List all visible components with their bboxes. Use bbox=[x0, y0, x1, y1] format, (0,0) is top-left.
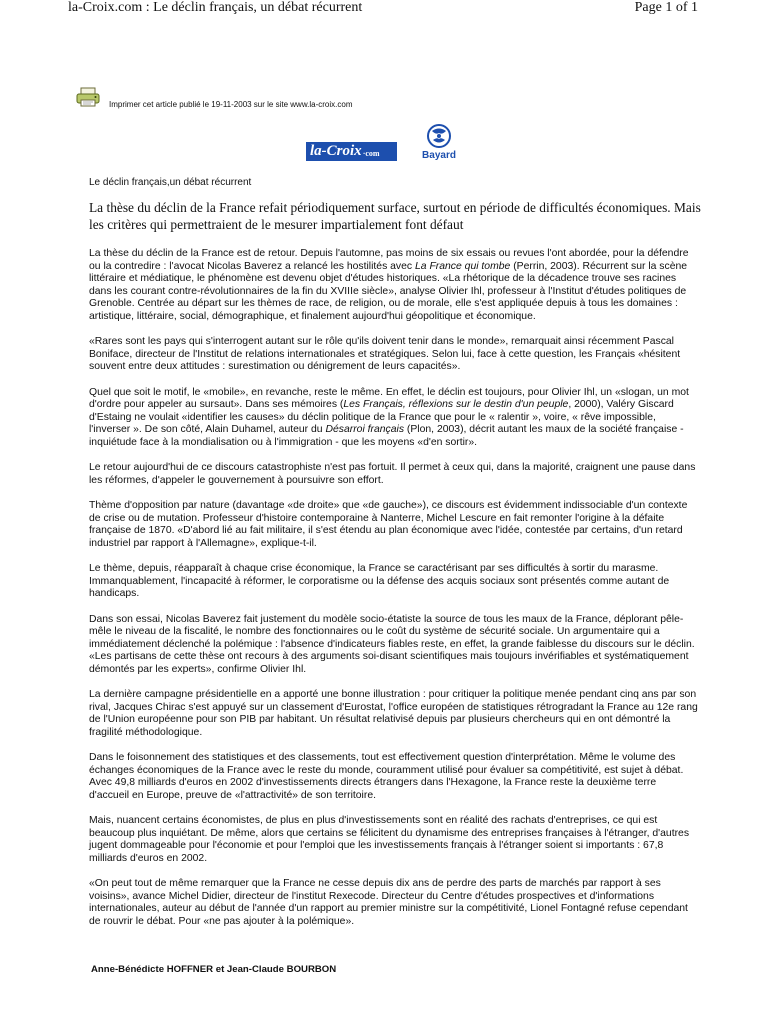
paragraph-text: «Rares sont les pays qui s'interrogent autant sur le rôle qu'ils doivent tenir dans le monde», remarquait ainsi récemment Pascal Boniface, directeur de l'Institut de relations internationales et stratégiques. Selon lui, face à cette question, les Français «hésitent souvent entre deux attitudes : surestimation ou dénigrement de leurs capacités». bbox=[89, 336, 681, 372]
page-indicator: Page 1 of 1 bbox=[634, 0, 698, 15]
bayard-logo bbox=[416, 123, 462, 163]
paragraph-text: La dernière campagne présidentielle en a apporté une bonne illustration : pour critiquer la politique menée pendant cinq ans par son rival, Jacques Chirac s'est appuyé sur un classement d'Eurostat, l'office européen de statistiques rétrogradant la France au 12e rang de l'Union européenne pour son PIB par habitant. Un résultat relativisé depuis par plusieurs chercheurs qui en ont démontré la fragilité méthodologique. bbox=[89, 689, 698, 738]
article-paragraph bbox=[89, 563, 699, 601]
paragraph-text: Thème d'opposition par nature (davantage «de droite» que «de gauche»), ce discours est évidemment indissociable d'un contexte de crise ou de mutation. Professeur d'histoire contemporaine à Nanterre, Michel Lescure en fait remonter l'origine à la défaite française de 1870. «D'abord lié au fait militaire, il s'est étendu au plan économique avec l'idée, contestée par certains, d'un retard industriel par rapport à l'Allemagne», explique-t-il. bbox=[89, 500, 688, 549]
article-paragraph bbox=[89, 462, 699, 487]
article-paragraph bbox=[89, 336, 699, 374]
article-lead: La thèse du déclin de la France refait périodiquement surface, surtout en période de difficultés économiques. Mais les critères qui permettraient de le mesurer impartialement font défaut bbox=[89, 200, 701, 232]
article-paragraph bbox=[89, 752, 699, 802]
la-croix-logo bbox=[306, 142, 397, 161]
la-croix-logo-text: la-Croix bbox=[310, 143, 362, 159]
document-title: la-Croix.com : Le déclin français, un débat récurrent bbox=[68, 0, 363, 15]
article-paragraph bbox=[89, 614, 699, 677]
printer-icon[interactable] bbox=[76, 87, 100, 107]
cited-title: Les Français, réflexions sur le destin d'un peuple bbox=[343, 399, 569, 410]
paragraph-text: Dans le foisonnement des statistiques et des classements, tout est effectivement question d'interprétation. Même le volume des échanges économiques de la France avec le reste du monde, couramment utilisé pour évaluer sa compétitivité, est sujet à débat. Avec 49,8 milliards d'euros en 2002 d'investissements directs étrangers dans l'Hexagone, la France reste la deuxième terre d'accueil en Europe, preuve de «l'attractivité» de son territoire. bbox=[89, 752, 684, 801]
cited-title: La France qui tombe bbox=[415, 260, 511, 272]
paragraph-text: , 2000), Valéry Giscard d'Estaing ne voulait «identifier les causes» du déclin politique de la France que pour le « ralentir », voire, « rêve impossible, l'inverser ». De son côté, Alain Duhamel, auteur du bbox=[89, 399, 674, 435]
article-body bbox=[89, 248, 699, 941]
la-croix-logo-suffix: ·com bbox=[362, 149, 380, 158]
paragraph-text: Quel que soit le motif, le «mobile», en revanche, reste le même. En effet, le déclin est toujours, pour Olivier Ihl, un «slogan, un mot d'ordre pour appeler au sursaut». Dans ses mémoires ( bbox=[89, 386, 689, 410]
paragraph-text: Dans son essai, Nicolas Baverez fait justement du modèle socio-étatiste la source de tous les maux de la France, déplorant pêle-mêle le niveau de la fiscalité, le nombre des fonctionnaires ou le coût du système de sécurité sociale. Un argumentaire qui a immédiatement déclenché la polémique : l'absence d'indicateurs fiables reste, en effet, la grande faiblesse du discours sur le déclin. «Les partisans de cette thèse ont recours à des arguments soi-disant scientifiques mais toujours invérifiables et systématiquement démontés par les experts», confirme Olivier Ihl. bbox=[89, 613, 695, 675]
article-label: Le déclin français,un débat récurrent bbox=[89, 177, 252, 188]
paragraph-text: (Perrin, 2003). Récurrent sur la scène littéraire et médiatique, le phénomène est devenu objet d'études historiques. «La rhétorique de la décadence trouve ses racines dans les courant contre-révolutionnaires de la fin du XVIIIe siècle», analyse Olivier Ihl, professeur à l'Institut d'études politiques de Grenoble. Centrée au départ sur les thèmes de race, de religion, ou de morale, elle s'est appliquée depuis à tous les domaines : artistique, littéraire, social, démographique, et finalement aujourd'hui géopolitique et économique. bbox=[89, 260, 688, 322]
paragraph-text: La thèse du déclin de la France est de retour. Depuis l'automne, pas moins de six essais ou revues l'ont abordée, pour la défendre ou la contredire : l'avocat Nicolas Baverez a relancé les hostilités avec bbox=[89, 248, 689, 272]
article-paragraph bbox=[89, 689, 699, 739]
article-authors: Anne-Bénédicte HOFFNER et Jean-Claude BOURBON bbox=[91, 964, 337, 975]
article-paragraph bbox=[89, 500, 699, 550]
article-paragraph bbox=[89, 815, 699, 865]
bayard-logo-text: Bayard bbox=[422, 150, 456, 161]
article-paragraph bbox=[89, 248, 699, 323]
article-paragraph bbox=[89, 878, 699, 928]
bayard-emblem-icon bbox=[416, 123, 462, 151]
article-paragraph bbox=[89, 387, 699, 450]
print-notice: Imprimer cet article publié le 19-11-2003 sur le site www.la-croix.com bbox=[109, 100, 353, 109]
paragraph-text: «On peut tout de même remarquer que la France ne cesse depuis dix ans de perdre des parts de marchés par rapport à ses voisins», avance Michel Didier, directeur de l'institut Rexecode. Directeur du Centre d'études prospectives et d'informations internationales, auteur au début de l'année d'un rapport au premier ministre sur la compétitivité, Lionel Fontagné refuse cependant de rouvrir le débat. Pour «ne pas ajouter à la polémique». bbox=[89, 878, 688, 927]
cited-title: Désarroi français bbox=[325, 424, 405, 435]
paragraph-text: (Plon, 2003), décrit autant les maux de la société française - inquiétude face à la mondialisation ou à l'immigration - que les moyens «d'en sortir». bbox=[89, 424, 684, 448]
paragraph-text: Le retour aujourd'hui de ce discours catastrophiste n'est pas fortuit. Il permet à ceux qui, dans la majorité, craignent une pause dans les réformes, d'appeler le gouvernement à poursuivre son effort. bbox=[89, 462, 696, 486]
paragraph-text: Le thème, depuis, réapparaît à chaque crise économique, la France se caractérisant par ses difficultés à sortir du marasme. Immanquablement, l'incapacité à réformer, le corporatisme ou la défense des acquis sociaux sont présentés comme autant de handicaps. bbox=[89, 563, 670, 599]
paragraph-text: Mais, nuancent certains économistes, de plus en plus d'investissements sont en réalité des rachats d'entreprises, ce qui est beaucoup plus inquiétant. De même, alors que certains se félicitent du dynamisme des entreprises françaises à l'étranger, d'autres jugent dommageable pour l'économie et pour l'emploi que les investissements français à l'étranger soient si importants : 67,8 milliards d'euros en 2002. bbox=[89, 815, 690, 864]
